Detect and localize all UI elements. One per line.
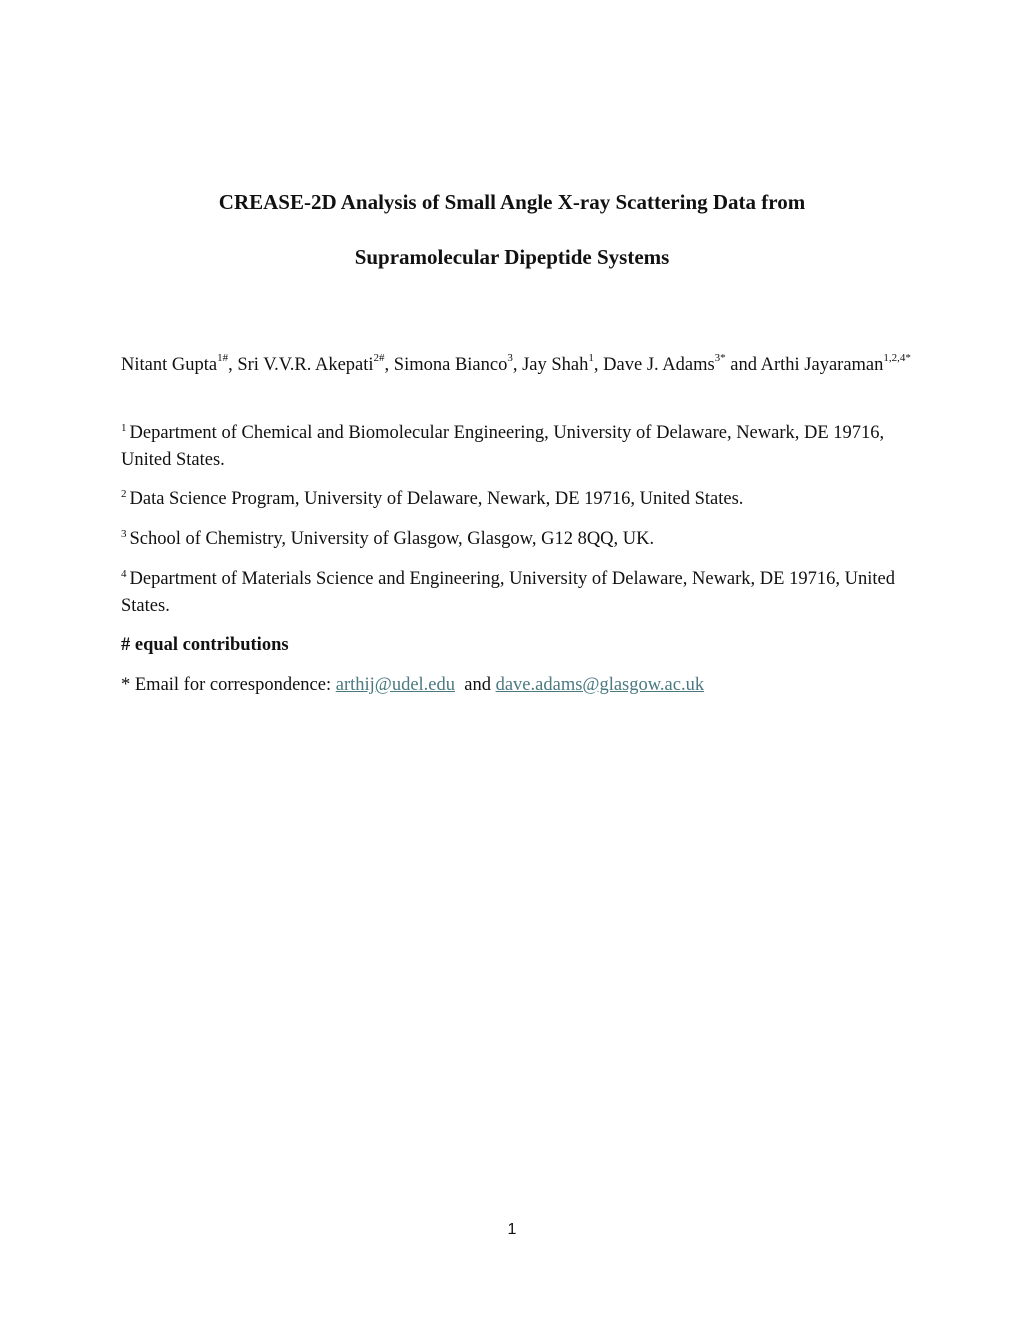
author-name: Jay Shah xyxy=(522,355,589,375)
author-separator: , xyxy=(384,355,394,375)
author-separator: , xyxy=(228,355,238,375)
author-affiliation-marker: 1 xyxy=(588,351,594,364)
affiliation-number: 2 xyxy=(121,487,127,500)
correspondence-label: * Email for correspondence: xyxy=(121,675,332,695)
affiliation-3 xyxy=(121,526,911,553)
author-affiliation-marker: 1,2,4* xyxy=(883,351,911,364)
author-separator: and xyxy=(725,355,761,375)
affiliation-number: 4 xyxy=(121,567,127,580)
author-name: Nitant Gupta xyxy=(121,355,218,375)
equal-contributions-note: # equal contributions xyxy=(121,635,289,655)
author-affiliation-marker: 1# xyxy=(217,351,229,364)
author-affiliation-marker: 2# xyxy=(373,351,385,364)
email-link-dave-adams[interactable]: dave.adams@glasgow.ac.uk xyxy=(495,675,705,695)
author-list xyxy=(121,352,911,379)
author-affiliation-marker: 3 xyxy=(507,351,513,364)
affiliation-number: 1 xyxy=(121,421,127,434)
author-separator: , xyxy=(593,355,604,375)
paper-title-line-1: CREASE-2D Analysis of Small Angle X-ray Scattering Data from xyxy=(218,190,806,214)
affiliation-text: School of Chemistry, University of Glasgow, Glasgow, G12 8QQ, UK. xyxy=(129,529,655,549)
affiliation-text: Department of Materials Science and Engineering, University of Delaware, Newark, DE 19716, United States. xyxy=(121,569,895,616)
affiliation-4 xyxy=(121,566,911,620)
affiliation-number: 3 xyxy=(121,527,127,540)
paper-title-line-2: Supramolecular Dipeptide Systems xyxy=(354,245,670,269)
author-affiliation-marker: 3* xyxy=(714,351,726,364)
affiliation-1 xyxy=(121,420,911,474)
author-name: Dave J. Adams xyxy=(603,355,715,375)
correspondence-joiner: and xyxy=(464,675,491,695)
author-name: Arthi Jayaraman xyxy=(760,355,884,375)
author-separator: , xyxy=(512,355,523,375)
correspondence-line xyxy=(121,672,911,699)
affiliation-2 xyxy=(121,486,911,513)
author-name: Simona Bianco xyxy=(393,355,508,375)
author-name: Sri V.V.R. Akepati xyxy=(237,355,374,375)
email-link-arthij[interactable]: arthij@udel.edu xyxy=(335,675,455,695)
affiliation-text: Department of Chemical and Biomolecular Engineering, University of Delaware, Newark, DE 19716, United States. xyxy=(121,423,885,470)
page-number: 1 xyxy=(507,1221,517,1238)
affiliation-text: Data Science Program, University of Delaware, Newark, DE 19716, United States. xyxy=(129,489,744,509)
